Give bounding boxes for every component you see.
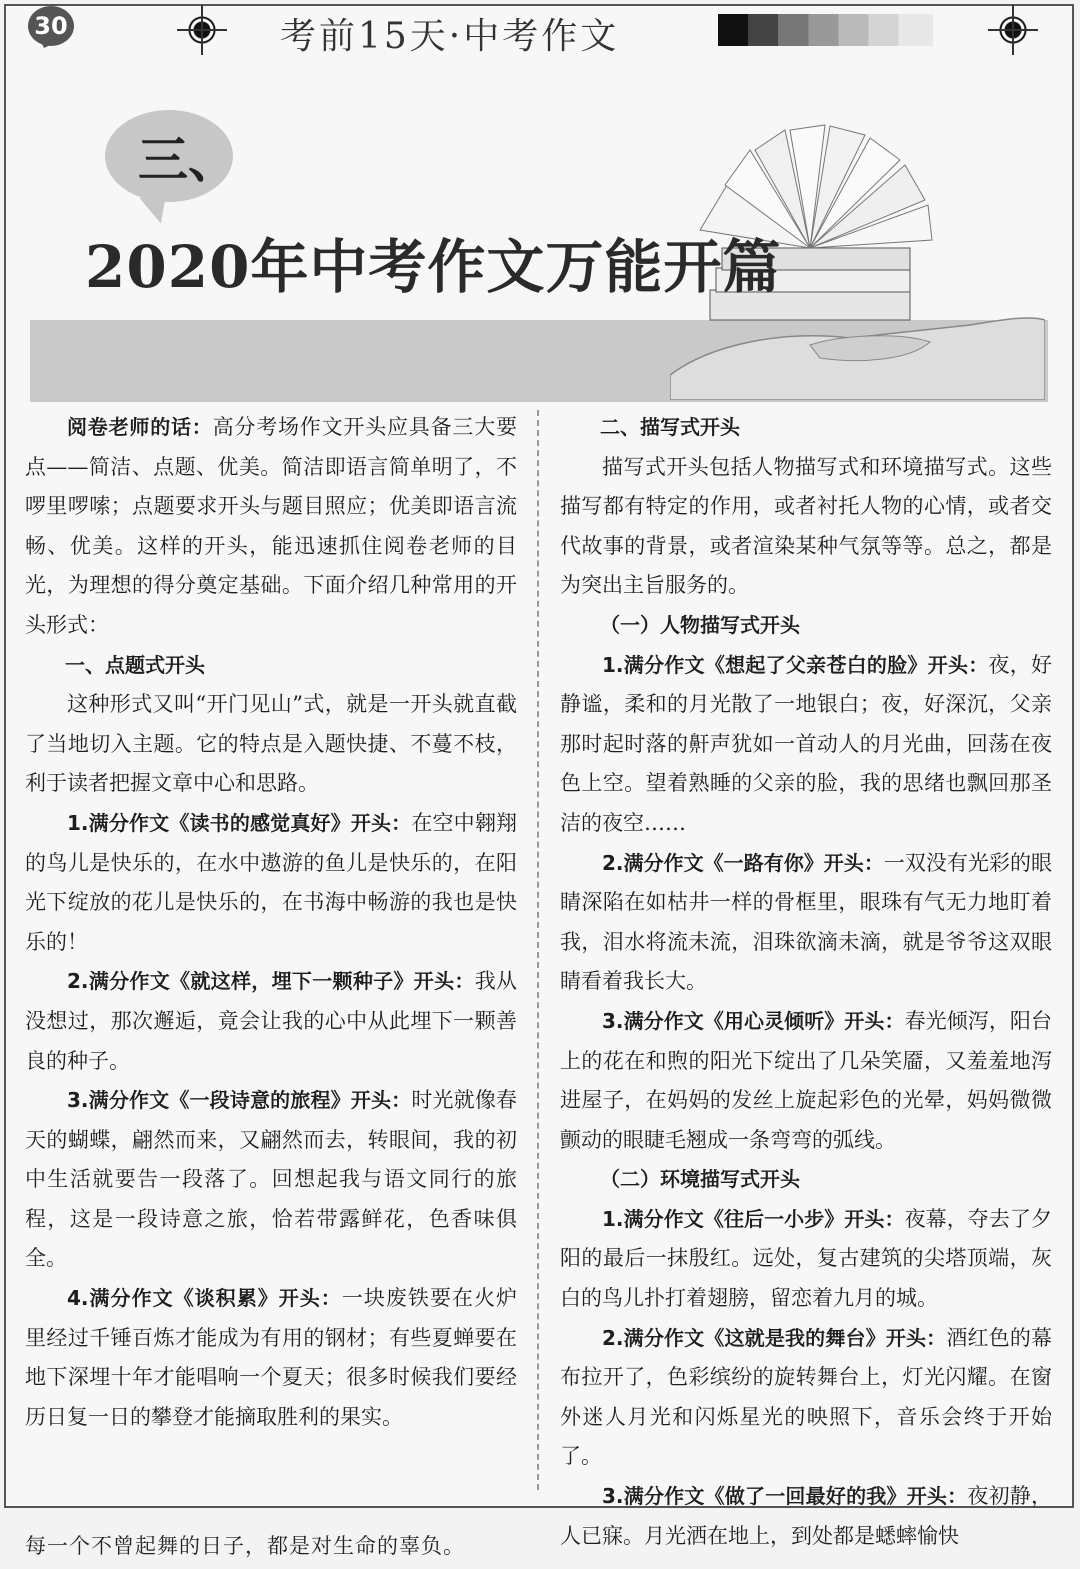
paragraph: 这种形式又叫“开门见山”式，就是一开头就直截了当地切入主题。它的特点是入题快捷、不蔓不枝，利于读者把握文章中心和思路。 <box>25 692 517 796</box>
registration-mark-icon <box>185 13 219 47</box>
left-column <box>25 408 517 1437</box>
paragraph-lead: 1.满分作文《想起了父亲苍白的脸》开头： <box>602 652 989 677</box>
paragraph-text: 时光就像春天的蝴蝶，翩然而来，又翩然而去，转眼间，我的初中生活就要告一段落了。回想起我与语文同行的旅程，这是一段诗意之旅，恰若带露鲜花，色香味俱全。 <box>25 1088 518 1271</box>
paragraph <box>25 962 517 1081</box>
registration-mark-icon <box>996 13 1030 47</box>
paragraph-lead: 1.满分作文《读书的感觉真好》开头： <box>67 810 412 835</box>
page-number-badge: 30 <box>28 6 74 46</box>
paragraph-lead: 3.满分作文《一段诗意的旅程》开头： <box>67 1088 412 1113</box>
subheading: 二、描写式开头 <box>600 415 740 439</box>
paragraph-text: 在空中翱翔的鸟儿是快乐的，在水中遨游的鱼儿是快乐的，在阳光下绽放的花儿是快乐的，在书海中畅游的我也是快乐的！ <box>25 810 518 954</box>
paragraph <box>560 1319 1052 1477</box>
paragraph-lead: 2.满分作文《就这样，埋下一颗种子》开头： <box>67 969 475 994</box>
paragraph-lead: 3.满分作文《做了一回最好的我》开头： <box>602 1484 968 1509</box>
paragraph-text: 一块废铁要在火炉里经过千锤百炼才能成为有用的钢材；有些夏蝉要在地下深埋十年才能唱响一个夏天；很多时候我们要经历日复一日的攀登才能摘取胜利的果实。 <box>25 1286 518 1429</box>
paragraph <box>560 1200 1052 1319</box>
paragraph <box>25 1081 517 1279</box>
subheading: （一）人物描写式开头 <box>600 612 800 637</box>
header <box>0 0 1080 62</box>
paragraph-lead: 阅卷老师的话： <box>67 415 213 439</box>
paragraph <box>560 1002 1052 1160</box>
paragraph <box>560 1477 1052 1556</box>
footer-quote: 每一个不曾起舞的日子，都是对生命的辜负。 <box>25 1534 465 1558</box>
paragraph-lead: 3.满分作文《用心灵倾听》开头： <box>602 1008 905 1033</box>
column-divider <box>537 410 539 1490</box>
subheading: 一、点题式开头 <box>65 652 205 677</box>
paragraph-text: 夜幕，夺去了夕阳的最后一抹殷红。远处，复古建筑的尖塔顶端，灰白的鸟儿扑打着翅膀，留恋着九月的城。 <box>560 1206 1053 1311</box>
paragraph <box>560 844 1052 1002</box>
section-marker: 三、 <box>138 130 238 189</box>
paragraph-text: 春光倾泻，阳台上的花在和煦的阳光下绽出了几朵笑靥，又羞羞地泻进屋子，在妈妈的发丝上旋起彩色的光晕，妈妈微微颤动的眼睫毛翘成一条弯弯的弧线。 <box>560 1008 1053 1152</box>
paragraph <box>560 646 1052 844</box>
paragraph-text: 一双没有光彩的眼睛深陷在如枯井一样的骨框里，眼珠有气无力地盯着我，泪水将流未流，泪珠欲滴未滴，就是爷爷这双眼睛看着我长大。 <box>560 850 1053 994</box>
subheading: （二）环境描写式开头 <box>600 1167 800 1192</box>
section-title: 2020年中考作文万能开篇 <box>85 233 782 301</box>
paragraph-text: 高分考场作文开头应具备三大要点——简洁、点题、优美。简洁即语言简单明了，不啰里啰嗦；点题要求开头与题目照应；优美即语言流畅、优美。这样的开头，能迅速抓住阅卷老师的目光，为理想的得分奠定基础。下面介绍几种常用的开头形式： <box>25 415 518 637</box>
paragraph <box>25 1279 517 1437</box>
paragraph-text: 我从没想过，那次邂逅，竟会让我的心中从此埋下一颗善良的种子。 <box>25 969 518 1073</box>
paragraph-lead: 2.满分作文《这就是我的舞台》开头： <box>602 1325 947 1350</box>
paragraph-lead: 1.满分作文《往后一小步》开头： <box>602 1206 905 1231</box>
gradient-bar <box>718 14 933 46</box>
paragraph-text: 夜初静，人已寐。月光洒在地上，到处都是蟋蟀愉快 <box>560 1484 1052 1548</box>
paragraph: 描写式开头包括人物描写式和环境描写式。这些描写都有特定的作用，或者衬托人物的心情，或者交代故事的背景，或者渲染某种气氛等等。总之，都是为突出主旨服务的。 <box>560 454 1052 598</box>
paragraph-text: 酒红色的幕布拉开了，色彩缤纷的旋转舞台上，灯光闪耀。在窗外迷人月光和闪烁星光的映照下，音乐会终于开始了。 <box>560 1325 1053 1469</box>
paragraph-lead: 2.满分作文《一路有你》开头： <box>602 850 884 875</box>
paragraph <box>25 804 517 962</box>
paragraph-text: 夜，好静谧，柔和的月光散了一地银白；夜，好深沉，父亲那时起时落的鼾声犹如一首动人的月光曲，回荡在夜色上空。望着熟睡的父亲的脸，我的思绪也飘回那圣洁的夜空…… <box>560 652 1053 835</box>
paragraph-lead: 4.满分作文《谈积累》开头： <box>67 1286 342 1311</box>
right-column <box>560 408 1052 1556</box>
paragraph <box>25 408 517 646</box>
header-title: 考前15天·中考作文 <box>280 16 620 57</box>
